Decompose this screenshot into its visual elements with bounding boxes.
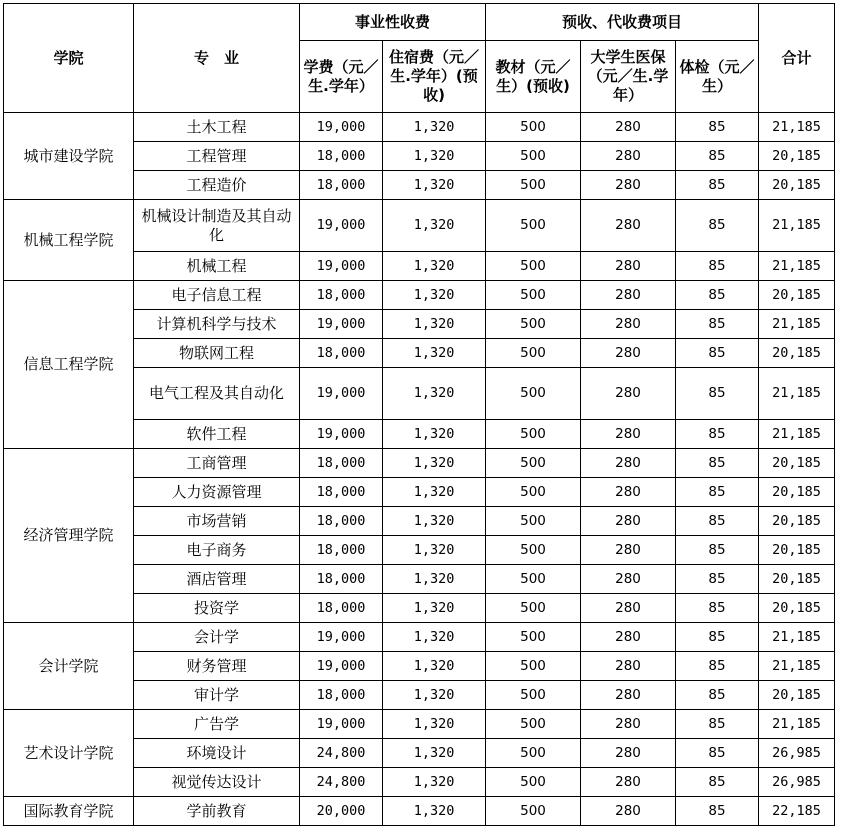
fee-table-body bbox=[4, 113, 835, 826]
textbook-cell: 500 bbox=[486, 652, 581, 681]
total-cell: 20,185 bbox=[759, 281, 835, 310]
header-major: 专 业 bbox=[134, 4, 300, 113]
checkup-cell: 85 bbox=[676, 623, 759, 652]
textbook-cell: 500 bbox=[486, 368, 581, 420]
tuition-cell: 18,000 bbox=[300, 339, 383, 368]
tuition-cell: 19,000 bbox=[300, 420, 383, 449]
tuition-cell: 19,000 bbox=[300, 652, 383, 681]
dorm-cell: 1,320 bbox=[383, 652, 486, 681]
checkup-cell: 85 bbox=[676, 113, 759, 142]
table-row bbox=[4, 797, 835, 826]
major-cell: 土木工程 bbox=[134, 113, 300, 142]
college-cell: 国际教育学院 bbox=[4, 797, 134, 826]
textbook-cell: 500 bbox=[486, 594, 581, 623]
checkup-cell: 85 bbox=[676, 478, 759, 507]
header-insurance: 大学生医保（元／生.学年） bbox=[581, 41, 676, 113]
table-row bbox=[4, 200, 835, 252]
checkup-cell: 85 bbox=[676, 536, 759, 565]
checkup-cell: 85 bbox=[676, 681, 759, 710]
textbook-cell: 500 bbox=[486, 142, 581, 171]
insurance-cell: 280 bbox=[581, 252, 676, 281]
checkup-cell: 85 bbox=[676, 339, 759, 368]
major-cell: 投资学 bbox=[134, 594, 300, 623]
tuition-cell: 24,800 bbox=[300, 768, 383, 797]
insurance-cell: 280 bbox=[581, 310, 676, 339]
checkup-cell: 85 bbox=[676, 310, 759, 339]
insurance-cell: 280 bbox=[581, 797, 676, 826]
textbook-cell: 500 bbox=[486, 797, 581, 826]
dorm-cell: 1,320 bbox=[383, 368, 486, 420]
major-cell: 电子商务 bbox=[134, 536, 300, 565]
major-cell: 工商管理 bbox=[134, 449, 300, 478]
major-cell: 酒店管理 bbox=[134, 565, 300, 594]
textbook-cell: 500 bbox=[486, 420, 581, 449]
textbook-cell: 500 bbox=[486, 171, 581, 200]
tuition-cell: 18,000 bbox=[300, 594, 383, 623]
dorm-cell: 1,320 bbox=[383, 681, 486, 710]
total-cell: 21,185 bbox=[759, 420, 835, 449]
tuition-cell: 18,000 bbox=[300, 449, 383, 478]
insurance-cell: 280 bbox=[581, 623, 676, 652]
textbook-cell: 500 bbox=[486, 565, 581, 594]
total-cell: 21,185 bbox=[759, 623, 835, 652]
dorm-cell: 1,320 bbox=[383, 623, 486, 652]
major-cell: 工程造价 bbox=[134, 171, 300, 200]
checkup-cell: 85 bbox=[676, 565, 759, 594]
total-cell: 20,185 bbox=[759, 171, 835, 200]
total-cell: 21,185 bbox=[759, 200, 835, 252]
insurance-cell: 280 bbox=[581, 710, 676, 739]
table-row bbox=[4, 281, 835, 310]
major-cell: 物联网工程 bbox=[134, 339, 300, 368]
total-cell: 20,185 bbox=[759, 449, 835, 478]
insurance-cell: 280 bbox=[581, 281, 676, 310]
dorm-cell: 1,320 bbox=[383, 565, 486, 594]
tuition-cell: 18,000 bbox=[300, 507, 383, 536]
college-cell: 机械工程学院 bbox=[4, 200, 134, 281]
textbook-cell: 500 bbox=[486, 710, 581, 739]
insurance-cell: 280 bbox=[581, 368, 676, 420]
tuition-cell: 24,800 bbox=[300, 739, 383, 768]
insurance-cell: 280 bbox=[581, 565, 676, 594]
checkup-cell: 85 bbox=[676, 507, 759, 536]
table-row bbox=[4, 623, 835, 652]
textbook-cell: 500 bbox=[486, 768, 581, 797]
checkup-cell: 85 bbox=[676, 768, 759, 797]
textbook-cell: 500 bbox=[486, 681, 581, 710]
dorm-cell: 1,320 bbox=[383, 449, 486, 478]
major-cell: 软件工程 bbox=[134, 420, 300, 449]
insurance-cell: 280 bbox=[581, 681, 676, 710]
total-cell: 20,185 bbox=[759, 536, 835, 565]
tuition-cell: 19,000 bbox=[300, 310, 383, 339]
college-cell: 信息工程学院 bbox=[4, 281, 134, 449]
dorm-cell: 1,320 bbox=[383, 797, 486, 826]
dorm-cell: 1,320 bbox=[383, 536, 486, 565]
total-cell: 22,185 bbox=[759, 797, 835, 826]
major-cell: 人力资源管理 bbox=[134, 478, 300, 507]
textbook-cell: 500 bbox=[486, 252, 581, 281]
textbook-cell: 500 bbox=[486, 507, 581, 536]
checkup-cell: 85 bbox=[676, 652, 759, 681]
dorm-cell: 1,320 bbox=[383, 507, 486, 536]
table-row bbox=[4, 449, 835, 478]
major-cell: 机械工程 bbox=[134, 252, 300, 281]
dorm-cell: 1,320 bbox=[383, 710, 486, 739]
fee-table bbox=[3, 3, 835, 826]
table-row bbox=[4, 710, 835, 739]
tuition-cell: 19,000 bbox=[300, 368, 383, 420]
total-cell: 21,185 bbox=[759, 652, 835, 681]
total-cell: 20,185 bbox=[759, 565, 835, 594]
insurance-cell: 280 bbox=[581, 339, 676, 368]
tuition-cell: 19,000 bbox=[300, 200, 383, 252]
insurance-cell: 280 bbox=[581, 113, 676, 142]
textbook-cell: 500 bbox=[486, 113, 581, 142]
insurance-cell: 280 bbox=[581, 420, 676, 449]
header-group-fees: 事业性收费 bbox=[300, 4, 486, 41]
header-checkup: 体检（元／生） bbox=[676, 41, 759, 113]
major-cell: 财务管理 bbox=[134, 652, 300, 681]
insurance-cell: 280 bbox=[581, 652, 676, 681]
dorm-cell: 1,320 bbox=[383, 252, 486, 281]
textbook-cell: 500 bbox=[486, 449, 581, 478]
tuition-cell: 19,000 bbox=[300, 113, 383, 142]
dorm-cell: 1,320 bbox=[383, 171, 486, 200]
dorm-cell: 1,320 bbox=[383, 113, 486, 142]
checkup-cell: 85 bbox=[676, 710, 759, 739]
total-cell: 20,185 bbox=[759, 339, 835, 368]
checkup-cell: 85 bbox=[676, 200, 759, 252]
checkup-cell: 85 bbox=[676, 594, 759, 623]
header-total: 合计 bbox=[759, 4, 835, 113]
total-cell: 21,185 bbox=[759, 368, 835, 420]
header-group-collect: 预收、代收费项目 bbox=[486, 4, 759, 41]
header-college: 学院 bbox=[4, 4, 134, 113]
tuition-cell: 18,000 bbox=[300, 142, 383, 171]
dorm-cell: 1,320 bbox=[383, 310, 486, 339]
dorm-cell: 1,320 bbox=[383, 200, 486, 252]
college-cell: 艺术设计学院 bbox=[4, 710, 134, 797]
dorm-cell: 1,320 bbox=[383, 339, 486, 368]
major-cell: 环境设计 bbox=[134, 739, 300, 768]
checkup-cell: 85 bbox=[676, 368, 759, 420]
total-cell: 26,985 bbox=[759, 739, 835, 768]
major-cell: 审计学 bbox=[134, 681, 300, 710]
total-cell: 26,985 bbox=[759, 768, 835, 797]
header-tuition: 学费（元／生.学年） bbox=[300, 41, 383, 113]
insurance-cell: 280 bbox=[581, 536, 676, 565]
tuition-cell: 18,000 bbox=[300, 478, 383, 507]
total-cell: 21,185 bbox=[759, 113, 835, 142]
insurance-cell: 280 bbox=[581, 171, 676, 200]
header-textbook: 教材（元／生）(预收) bbox=[486, 41, 581, 113]
checkup-cell: 85 bbox=[676, 797, 759, 826]
textbook-cell: 500 bbox=[486, 478, 581, 507]
college-cell: 城市建设学院 bbox=[4, 113, 134, 200]
textbook-cell: 500 bbox=[486, 339, 581, 368]
major-cell: 电子信息工程 bbox=[134, 281, 300, 310]
major-cell: 市场营销 bbox=[134, 507, 300, 536]
insurance-cell: 280 bbox=[581, 478, 676, 507]
tuition-cell: 18,000 bbox=[300, 565, 383, 594]
tuition-cell: 19,000 bbox=[300, 623, 383, 652]
college-cell: 经济管理学院 bbox=[4, 449, 134, 623]
checkup-cell: 85 bbox=[676, 281, 759, 310]
tuition-cell: 18,000 bbox=[300, 171, 383, 200]
checkup-cell: 85 bbox=[676, 420, 759, 449]
textbook-cell: 500 bbox=[486, 281, 581, 310]
dorm-cell: 1,320 bbox=[383, 739, 486, 768]
tuition-cell: 18,000 bbox=[300, 281, 383, 310]
dorm-cell: 1,320 bbox=[383, 594, 486, 623]
tuition-cell: 18,000 bbox=[300, 681, 383, 710]
textbook-cell: 500 bbox=[486, 310, 581, 339]
tuition-cell: 19,000 bbox=[300, 252, 383, 281]
insurance-cell: 280 bbox=[581, 507, 676, 536]
header-dorm: 住宿费（元／生.学年）(预收) bbox=[383, 41, 486, 113]
major-cell: 会计学 bbox=[134, 623, 300, 652]
tuition-cell: 18,000 bbox=[300, 536, 383, 565]
insurance-cell: 280 bbox=[581, 142, 676, 171]
insurance-cell: 280 bbox=[581, 200, 676, 252]
major-cell: 视觉传达设计 bbox=[134, 768, 300, 797]
college-cell: 会计学院 bbox=[4, 623, 134, 710]
checkup-cell: 85 bbox=[676, 142, 759, 171]
checkup-cell: 85 bbox=[676, 739, 759, 768]
major-cell: 广告学 bbox=[134, 710, 300, 739]
dorm-cell: 1,320 bbox=[383, 420, 486, 449]
checkup-cell: 85 bbox=[676, 252, 759, 281]
dorm-cell: 1,320 bbox=[383, 142, 486, 171]
total-cell: 21,185 bbox=[759, 710, 835, 739]
tuition-cell: 20,000 bbox=[300, 797, 383, 826]
total-cell: 20,185 bbox=[759, 507, 835, 536]
major-cell: 电气工程及其自动化 bbox=[134, 368, 300, 420]
insurance-cell: 280 bbox=[581, 594, 676, 623]
table-row bbox=[4, 113, 835, 142]
textbook-cell: 500 bbox=[486, 623, 581, 652]
dorm-cell: 1,320 bbox=[383, 478, 486, 507]
major-cell: 工程管理 bbox=[134, 142, 300, 171]
total-cell: 20,185 bbox=[759, 681, 835, 710]
total-cell: 20,185 bbox=[759, 478, 835, 507]
checkup-cell: 85 bbox=[676, 449, 759, 478]
insurance-cell: 280 bbox=[581, 739, 676, 768]
insurance-cell: 280 bbox=[581, 768, 676, 797]
textbook-cell: 500 bbox=[486, 200, 581, 252]
dorm-cell: 1,320 bbox=[383, 281, 486, 310]
total-cell: 20,185 bbox=[759, 594, 835, 623]
insurance-cell: 280 bbox=[581, 449, 676, 478]
textbook-cell: 500 bbox=[486, 739, 581, 768]
major-cell: 计算机科学与技术 bbox=[134, 310, 300, 339]
total-cell: 21,185 bbox=[759, 310, 835, 339]
total-cell: 20,185 bbox=[759, 142, 835, 171]
tuition-cell: 19,000 bbox=[300, 710, 383, 739]
major-cell: 机械设计制造及其自动化 bbox=[134, 200, 300, 252]
total-cell: 21,185 bbox=[759, 252, 835, 281]
dorm-cell: 1,320 bbox=[383, 768, 486, 797]
major-cell: 学前教育 bbox=[134, 797, 300, 826]
checkup-cell: 85 bbox=[676, 171, 759, 200]
textbook-cell: 500 bbox=[486, 536, 581, 565]
